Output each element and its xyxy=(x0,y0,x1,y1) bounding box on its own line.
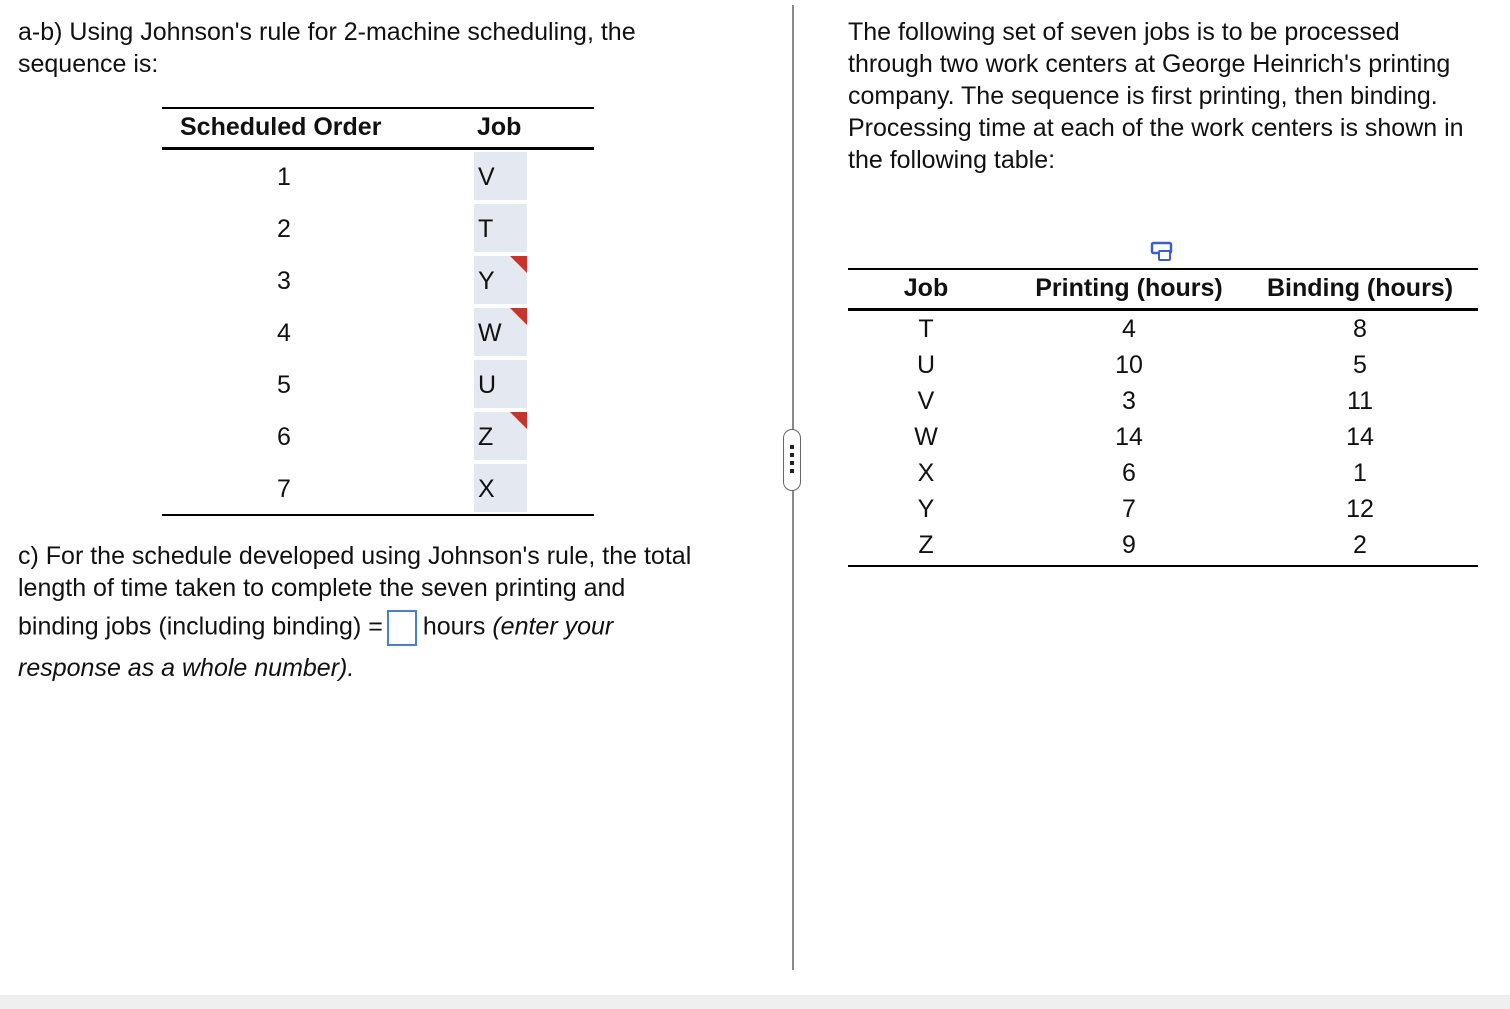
table-row xyxy=(848,347,1478,383)
table-row xyxy=(848,419,1478,455)
job-answer-value: W xyxy=(478,319,502,347)
binding-cell: 12 xyxy=(1346,495,1374,523)
table-row xyxy=(848,455,1478,491)
job-cell: W xyxy=(914,423,938,451)
bottom-bar xyxy=(0,995,1510,1009)
job-answer-value: U xyxy=(478,371,497,399)
table-row xyxy=(162,202,594,254)
printing-cell: 9 xyxy=(1122,531,1136,559)
job-cell: U xyxy=(916,351,936,379)
part-c-line2: length of time taken to complete the seven printing and xyxy=(18,574,626,602)
part-c-instruction-cont: response as a whole number). xyxy=(18,654,355,682)
job-answer-cell[interactable] xyxy=(474,152,527,200)
job-cell: Z xyxy=(918,531,934,559)
table-row xyxy=(848,527,1478,563)
table-row xyxy=(162,306,594,358)
printing-cell: 10 xyxy=(1115,351,1143,379)
job-answer-cell[interactable] xyxy=(474,308,527,356)
part-c-unit: hours xyxy=(422,612,486,641)
binding-cell: 11 xyxy=(1347,387,1373,415)
drag-handle-icon[interactable] xyxy=(783,429,801,491)
job-answer-cell[interactable] xyxy=(474,412,527,460)
header-scheduled-order: Scheduled Order xyxy=(180,113,382,141)
scheduled-order: 7 xyxy=(277,475,291,503)
table-row xyxy=(162,462,594,514)
part-c-question xyxy=(18,540,738,684)
scheduled-order: 1 xyxy=(277,163,291,191)
table-row xyxy=(848,383,1478,419)
sequence-table xyxy=(162,107,594,516)
incorrect-flag-icon xyxy=(510,308,527,325)
table-row xyxy=(162,254,594,306)
table-row xyxy=(162,358,594,410)
header-binding: Binding (hours) xyxy=(1266,274,1454,302)
scheduled-order: 4 xyxy=(277,319,291,347)
binding-cell: 1 xyxy=(1353,459,1367,487)
question-intro: a-b) Using Johnson's rule for 2-machine scheduling, the sequence is: xyxy=(18,18,636,78)
job-cell: Y xyxy=(917,495,935,523)
printing-cell: 14 xyxy=(1115,423,1143,451)
job-answer-cell[interactable] xyxy=(474,204,527,252)
job-answer-cell[interactable] xyxy=(474,256,527,304)
job-answer-value: V xyxy=(478,163,495,191)
header-job: Job xyxy=(903,274,949,302)
scheduled-order: 5 xyxy=(277,371,291,399)
printing-cell: 4 xyxy=(1122,315,1136,343)
part-c-prefix: binding jobs (including binding) = xyxy=(18,612,383,641)
printing-cell: 3 xyxy=(1122,387,1136,415)
job-answer-value: Z xyxy=(478,423,494,451)
printing-cell: 6 xyxy=(1122,459,1136,487)
processing-time-table xyxy=(848,268,1478,567)
header-printing: Printing (hours) xyxy=(1035,274,1223,302)
job-answer-value: T xyxy=(478,215,494,243)
total-time-input[interactable] xyxy=(387,610,417,646)
job-answer-value: X xyxy=(478,475,495,503)
incorrect-flag-icon xyxy=(510,412,527,429)
binding-cell: 2 xyxy=(1353,531,1367,559)
header-job: Job xyxy=(477,113,522,141)
scheduled-order: 2 xyxy=(277,215,291,243)
job-cell: T xyxy=(918,315,934,343)
binding-cell: 14 xyxy=(1346,423,1374,451)
problem-statement: The following set of seven jobs is to be processed through two work centers at George Heinrich's printing company. The sequence is first printing, then binding. Processing time at each of the work centers is shown in the following table: xyxy=(848,18,1464,174)
job-answer-cell[interactable] xyxy=(474,464,527,512)
job-answer-cell[interactable] xyxy=(474,360,527,408)
processing-table-header xyxy=(848,268,1478,311)
table-row xyxy=(162,150,594,202)
job-cell: V xyxy=(917,387,935,415)
table-row xyxy=(162,410,594,462)
table-row xyxy=(848,491,1478,527)
sequence-table-header xyxy=(162,109,594,150)
incorrect-flag-icon xyxy=(510,256,527,273)
part-c-instruction: (enter your xyxy=(492,612,614,641)
printing-cell: 7 xyxy=(1122,495,1136,523)
scheduled-order: 3 xyxy=(277,267,291,295)
job-cell: X xyxy=(917,459,935,487)
binding-cell: 8 xyxy=(1353,315,1367,343)
scheduled-order: 6 xyxy=(277,423,291,451)
table-row xyxy=(848,311,1478,347)
copy-table-icon[interactable] xyxy=(1150,241,1176,263)
job-answer-value: Y xyxy=(478,267,495,295)
binding-cell: 5 xyxy=(1353,351,1367,379)
part-c-line1: c) For the schedule developed using Johnson's rule, the total xyxy=(18,542,692,570)
